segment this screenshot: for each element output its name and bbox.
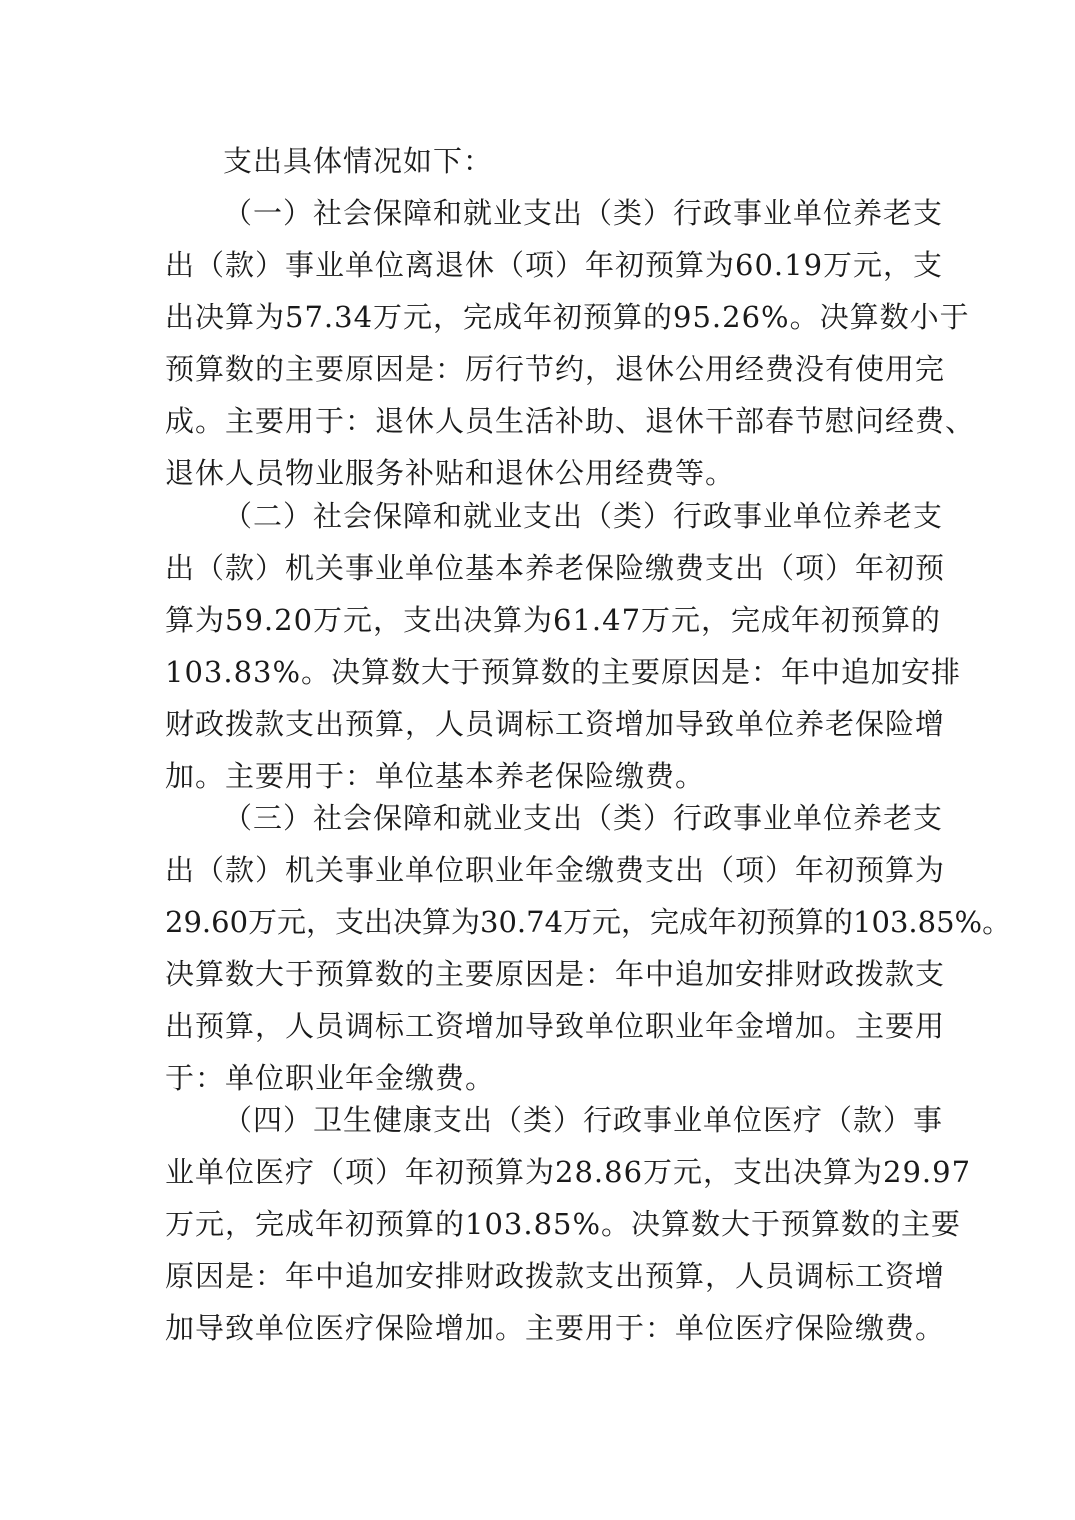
text-line: 加导致单位医疗保险增加。主要用于：单位医疗保险缴费。: [165, 1311, 946, 1345]
text-line: 支出具体情况如下：: [223, 144, 494, 178]
section-3-paragraph: [165, 792, 1012, 1104]
text-line: 29.60万元，支出决算为30.74万元，完成年初预算的103.85%。: [165, 905, 1012, 939]
text-line: 万元，完成年初预算的103.85%。决算数大于预算数的主要: [165, 1207, 962, 1241]
text-line: 103.83%。决算数大于预算数的主要原因是：年中追加安排: [165, 655, 962, 689]
text-line: 出预算，人员调标工资增加导致单位职业年金增加。主要用: [165, 1009, 946, 1043]
text-line: 预算数的主要原因是：厉行节约，退休公用经费没有使用完: [165, 352, 946, 386]
text-line: 决算数大于预算数的主要原因是：年中追加安排财政拨款支: [165, 957, 946, 991]
text-line: 出（款）机关事业单位职业年金缴费支出（项）年初预算为: [165, 853, 946, 887]
text-line: （二）社会保障和就业支出（类）行政事业单位养老支: [223, 499, 944, 533]
text-line: 退休人员物业服务补贴和退休公用经费等。: [165, 456, 736, 490]
text-line: （三）社会保障和就业支出（类）行政事业单位养老支: [223, 801, 944, 835]
text-line: 业单位医疗（项）年初预算为28.86万元，支出决算为29.97: [165, 1155, 972, 1189]
text-line: 出决算为57.34万元，完成年初预算的95.26%。决算数小于: [165, 300, 970, 334]
text-line: 于：单位职业年金缴费。: [165, 1061, 496, 1095]
text-line: 算为59.20万元，支出决算为61.47万元，完成年初预算的: [165, 603, 942, 637]
text-line: 加。主要用于：单位基本养老保险缴费。: [165, 759, 706, 793]
text-line: （一）社会保障和就业支出（类）行政事业单位养老支: [223, 196, 944, 230]
section-4-paragraph: [165, 1094, 972, 1354]
intro-paragraph: [165, 135, 925, 187]
text-line: （四）卫生健康支出（类）行政事业单位医疗（款）事: [223, 1103, 944, 1137]
text-line: 原因是：年中追加安排财政拨款支出预算，人员调标工资增: [165, 1259, 946, 1293]
section-1-paragraph: [165, 187, 976, 499]
text-line: 成。主要用于：退休人员生活补助、退休干部春节慰问经费、: [165, 404, 976, 438]
section-2-paragraph: [165, 490, 962, 802]
text-line: 财政拨款支出预算，人员调标工资增加导致单位养老保险增: [165, 707, 946, 741]
text-line: 出（款）事业单位离退休（项）年初预算为60.19万元，支: [165, 248, 944, 282]
text-line: 出（款）机关事业单位基本养老保险缴费支出（项）年初预: [165, 551, 946, 585]
